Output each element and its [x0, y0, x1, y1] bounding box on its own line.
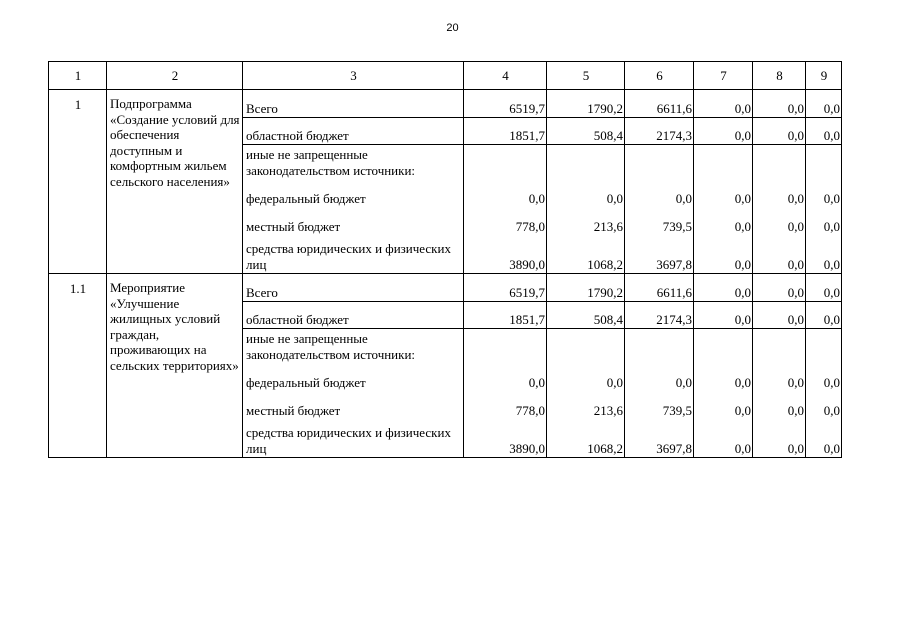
value-cell: 0,0	[694, 363, 753, 391]
table-row	[49, 274, 842, 302]
funding-source: федеральный бюджет	[243, 179, 464, 207]
value-cell: 3697,8	[625, 419, 694, 458]
item-name: Подпрограмма «Создание условий для обеспечения доступным и комфортным жильем сельского населения»	[107, 90, 243, 274]
value-cell: 0,0	[753, 118, 806, 145]
value-cell: 0,0	[806, 419, 842, 458]
funding-source: Всего	[243, 274, 464, 302]
value-cell: 0,0	[806, 118, 842, 145]
funding-source: средства юридических и физических лиц	[243, 235, 464, 274]
value-cell: 0,0	[806, 274, 842, 302]
value-cell: 0,0	[753, 363, 806, 391]
value-cell: 6519,7	[464, 274, 547, 302]
budget-table	[48, 61, 842, 458]
value-cell: 1851,7	[464, 302, 547, 329]
value-cell: 0,0	[464, 179, 547, 207]
funding-source-heading: иные не запрещенные законодательством источники:	[243, 145, 464, 180]
funding-source: областной бюджет	[243, 118, 464, 145]
value-cell: 0,0	[694, 235, 753, 274]
value-cell: 739,5	[625, 391, 694, 419]
value-cell: 3697,8	[625, 235, 694, 274]
value-cell: 508,4	[547, 302, 625, 329]
value-cell: 0,0	[694, 274, 753, 302]
value-cell: 0,0	[625, 179, 694, 207]
value-cell: 0,0	[753, 90, 806, 118]
value-cell: 213,6	[547, 391, 625, 419]
value-cell: 1851,7	[464, 118, 547, 145]
column-header: 9	[806, 62, 842, 90]
funding-source: местный бюджет	[243, 207, 464, 235]
value-cell: 0,0	[694, 90, 753, 118]
value-cell: 1068,2	[547, 235, 625, 274]
column-number-row	[49, 62, 842, 90]
column-header: 6	[625, 62, 694, 90]
column-header: 3	[243, 62, 464, 90]
funding-source: местный бюджет	[243, 391, 464, 419]
table-row	[49, 90, 842, 118]
value-cell: 0,0	[806, 90, 842, 118]
value-cell: 2174,3	[625, 302, 694, 329]
value-cell: 0,0	[464, 363, 547, 391]
page-number: 20	[446, 22, 459, 34]
value-cell: 508,4	[547, 118, 625, 145]
column-header: 8	[753, 62, 806, 90]
value-cell: 739,5	[625, 207, 694, 235]
column-header: 2	[107, 62, 243, 90]
value-cell: 1068,2	[547, 419, 625, 458]
value-cell: 0,0	[694, 179, 753, 207]
value-cell: 0,0	[753, 235, 806, 274]
funding-source-heading: иные не запрещенные законодательством источники:	[243, 329, 464, 364]
value-cell: 0,0	[806, 179, 842, 207]
value-cell: 0,0	[625, 363, 694, 391]
value-cell: 0,0	[806, 235, 842, 274]
item-number: 1.1	[49, 274, 107, 458]
value-cell: 0,0	[753, 179, 806, 207]
value-cell: 0,0	[753, 419, 806, 458]
column-header: 7	[694, 62, 753, 90]
value-cell: 778,0	[464, 207, 547, 235]
funding-source: средства юридических и физических лиц	[243, 419, 464, 458]
value-cell: 6611,6	[625, 90, 694, 118]
value-cell: 0,0	[694, 391, 753, 419]
value-cell: 213,6	[547, 207, 625, 235]
item-number: 1	[49, 90, 107, 274]
value-cell: 0,0	[806, 363, 842, 391]
value-cell: 0,0	[806, 207, 842, 235]
value-cell: 3890,0	[464, 235, 547, 274]
value-cell: 778,0	[464, 391, 547, 419]
value-cell: 0,0	[753, 302, 806, 329]
value-cell: 0,0	[694, 118, 753, 145]
value-cell: 0,0	[753, 391, 806, 419]
value-cell: 3890,0	[464, 419, 547, 458]
value-cell: 0,0	[694, 207, 753, 235]
funding-source: областной бюджет	[243, 302, 464, 329]
value-cell: 0,0	[547, 363, 625, 391]
value-cell: 0,0	[694, 419, 753, 458]
funding-source: федеральный бюджет	[243, 363, 464, 391]
column-header: 4	[464, 62, 547, 90]
value-cell: 0,0	[547, 179, 625, 207]
column-header: 1	[49, 62, 107, 90]
value-cell: 6611,6	[625, 274, 694, 302]
funding-source: Всего	[243, 90, 464, 118]
value-cell: 0,0	[806, 391, 842, 419]
value-cell: 0,0	[806, 302, 842, 329]
value-cell: 6519,7	[464, 90, 547, 118]
value-cell: 0,0	[694, 302, 753, 329]
value-cell: 0,0	[753, 274, 806, 302]
value-cell: 2174,3	[625, 118, 694, 145]
value-cell: 0,0	[753, 207, 806, 235]
value-cell: 1790,2	[547, 274, 625, 302]
value-cell: 1790,2	[547, 90, 625, 118]
item-name: Мероприятие «Улучшение жилищных условий граждан, проживающих на сельских территориях»	[107, 274, 243, 458]
column-header: 5	[547, 62, 625, 90]
